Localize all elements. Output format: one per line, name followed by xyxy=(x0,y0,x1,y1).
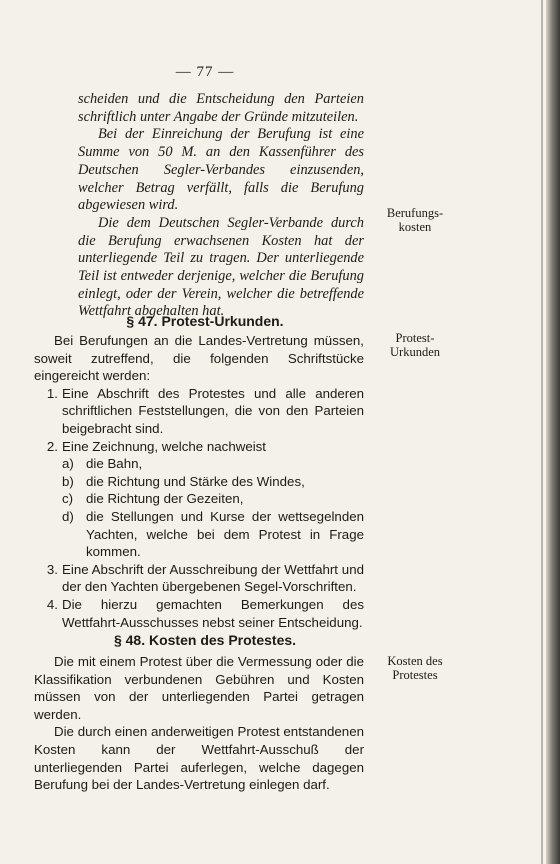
sub-letter-d: d) xyxy=(62,508,74,524)
sub-letter-c: c) xyxy=(62,491,74,507)
margin-note-protest-urkunden: Protest- Urkunden xyxy=(390,331,440,359)
italic-paragraph-3: Die dem Deutschen Segler-Verbande durch die Berufung erwachsenen Kosten hat der unterliegende Teil zu tragen. Der unterliegende Teil ist entweder derjenige, welcher die Berufung einlegt, oder der Verein, welcher die betreffende Wettfahrt abgehalten hat. xyxy=(78,214,364,320)
section-48-paragraph-2: Die durch einen anderweitigen Protest entstandenen Kosten kann der Wettfahrt-Ausschuß der unterliegenden Partei auferlegen, welche dagegen Berufung bei der Landes-Vertretung einlegen darf. xyxy=(34,724,364,793)
sub-item-c xyxy=(34,490,364,508)
sub-item-b xyxy=(34,473,364,491)
sub-text-b: die Richtung und Stärke des Windes, xyxy=(86,473,305,489)
page-edge-line xyxy=(541,0,543,864)
list-text-4: Die hierzu gemachten Bemerkungen des Wettfahrt-Ausschusses nebst seiner Entscheidung. xyxy=(62,596,364,630)
list-number-1: 1. xyxy=(46,385,58,401)
section-48-title: § 48. Kosten des Protestes. xyxy=(113,632,297,648)
section-48-body xyxy=(34,653,364,794)
sub-letter-b: b) xyxy=(62,473,74,489)
section-48-paragraph-1: Die mit einem Protest über die Vermessung oder die Klassifikation verbundenen Gebühren und Kosten müssen von der unterliegenden Partei getragen werden. xyxy=(34,654,364,722)
list-item-3 xyxy=(34,561,364,596)
italic-paragraph-1: scheiden und die Entscheidung den Parteien schriftlich unter Angabe der Gründe mitzuteilen. xyxy=(78,91,364,125)
section-47-body xyxy=(34,332,364,631)
list-text-2: Eine Zeichnung, welche nachweist xyxy=(62,438,267,454)
list-item-4 xyxy=(34,596,364,631)
page-number: — 77 — xyxy=(175,64,235,80)
sub-text-d: die Stellungen und Kurse der wettsegelnden Yachten, welche bei dem Protest in Frage kommen. xyxy=(86,508,364,560)
sub-letter-a: a) xyxy=(62,456,74,472)
italic-text-block xyxy=(78,91,364,321)
margin-note-berufungskosten: Berufungs- kosten xyxy=(386,206,444,234)
margin-note-kosten-des-protestes: Kosten des Protestes xyxy=(387,654,443,682)
list-item-1 xyxy=(34,385,364,438)
italic-paragraph-2: Bei der Einreichung der Berufung ist eine Summe von 50 M. an den Kassenführer des Deutschen Segler-Verbandes einzusenden, welcher Betrag verfällt, falls die Berufung abgewiesen wird. xyxy=(78,126,364,214)
list-text-1: Eine Abschrift des Protestes und alle anderen schriftlichen Feststellungen, die von den Parteien beigebracht sind. xyxy=(62,385,364,436)
list-number-4: 4. xyxy=(46,596,58,612)
list-text-3: Eine Abschrift der Ausschreibung der Wettfahrt und der den Yachten übergebenen Segel-Vorschriften. xyxy=(62,561,364,595)
sub-item-a xyxy=(34,455,364,473)
sub-text-c: die Richtung der Gezeiten, xyxy=(86,491,244,507)
list-item-2 xyxy=(34,438,364,456)
section-47-title: § 47. Protest-Urkunden. xyxy=(126,313,284,329)
list-number-2: 2. xyxy=(46,438,58,454)
sub-item-d xyxy=(34,508,364,561)
list-number-3: 3. xyxy=(46,561,58,577)
section-47-intro: Bei Berufungen an die Landes-Vertretung müssen, soweit zutreffend, die folgenden Schriftstücke eingereicht werden: xyxy=(34,333,364,384)
book-spine-edge xyxy=(546,0,560,864)
sub-text-a: die Bahn, xyxy=(86,456,143,472)
